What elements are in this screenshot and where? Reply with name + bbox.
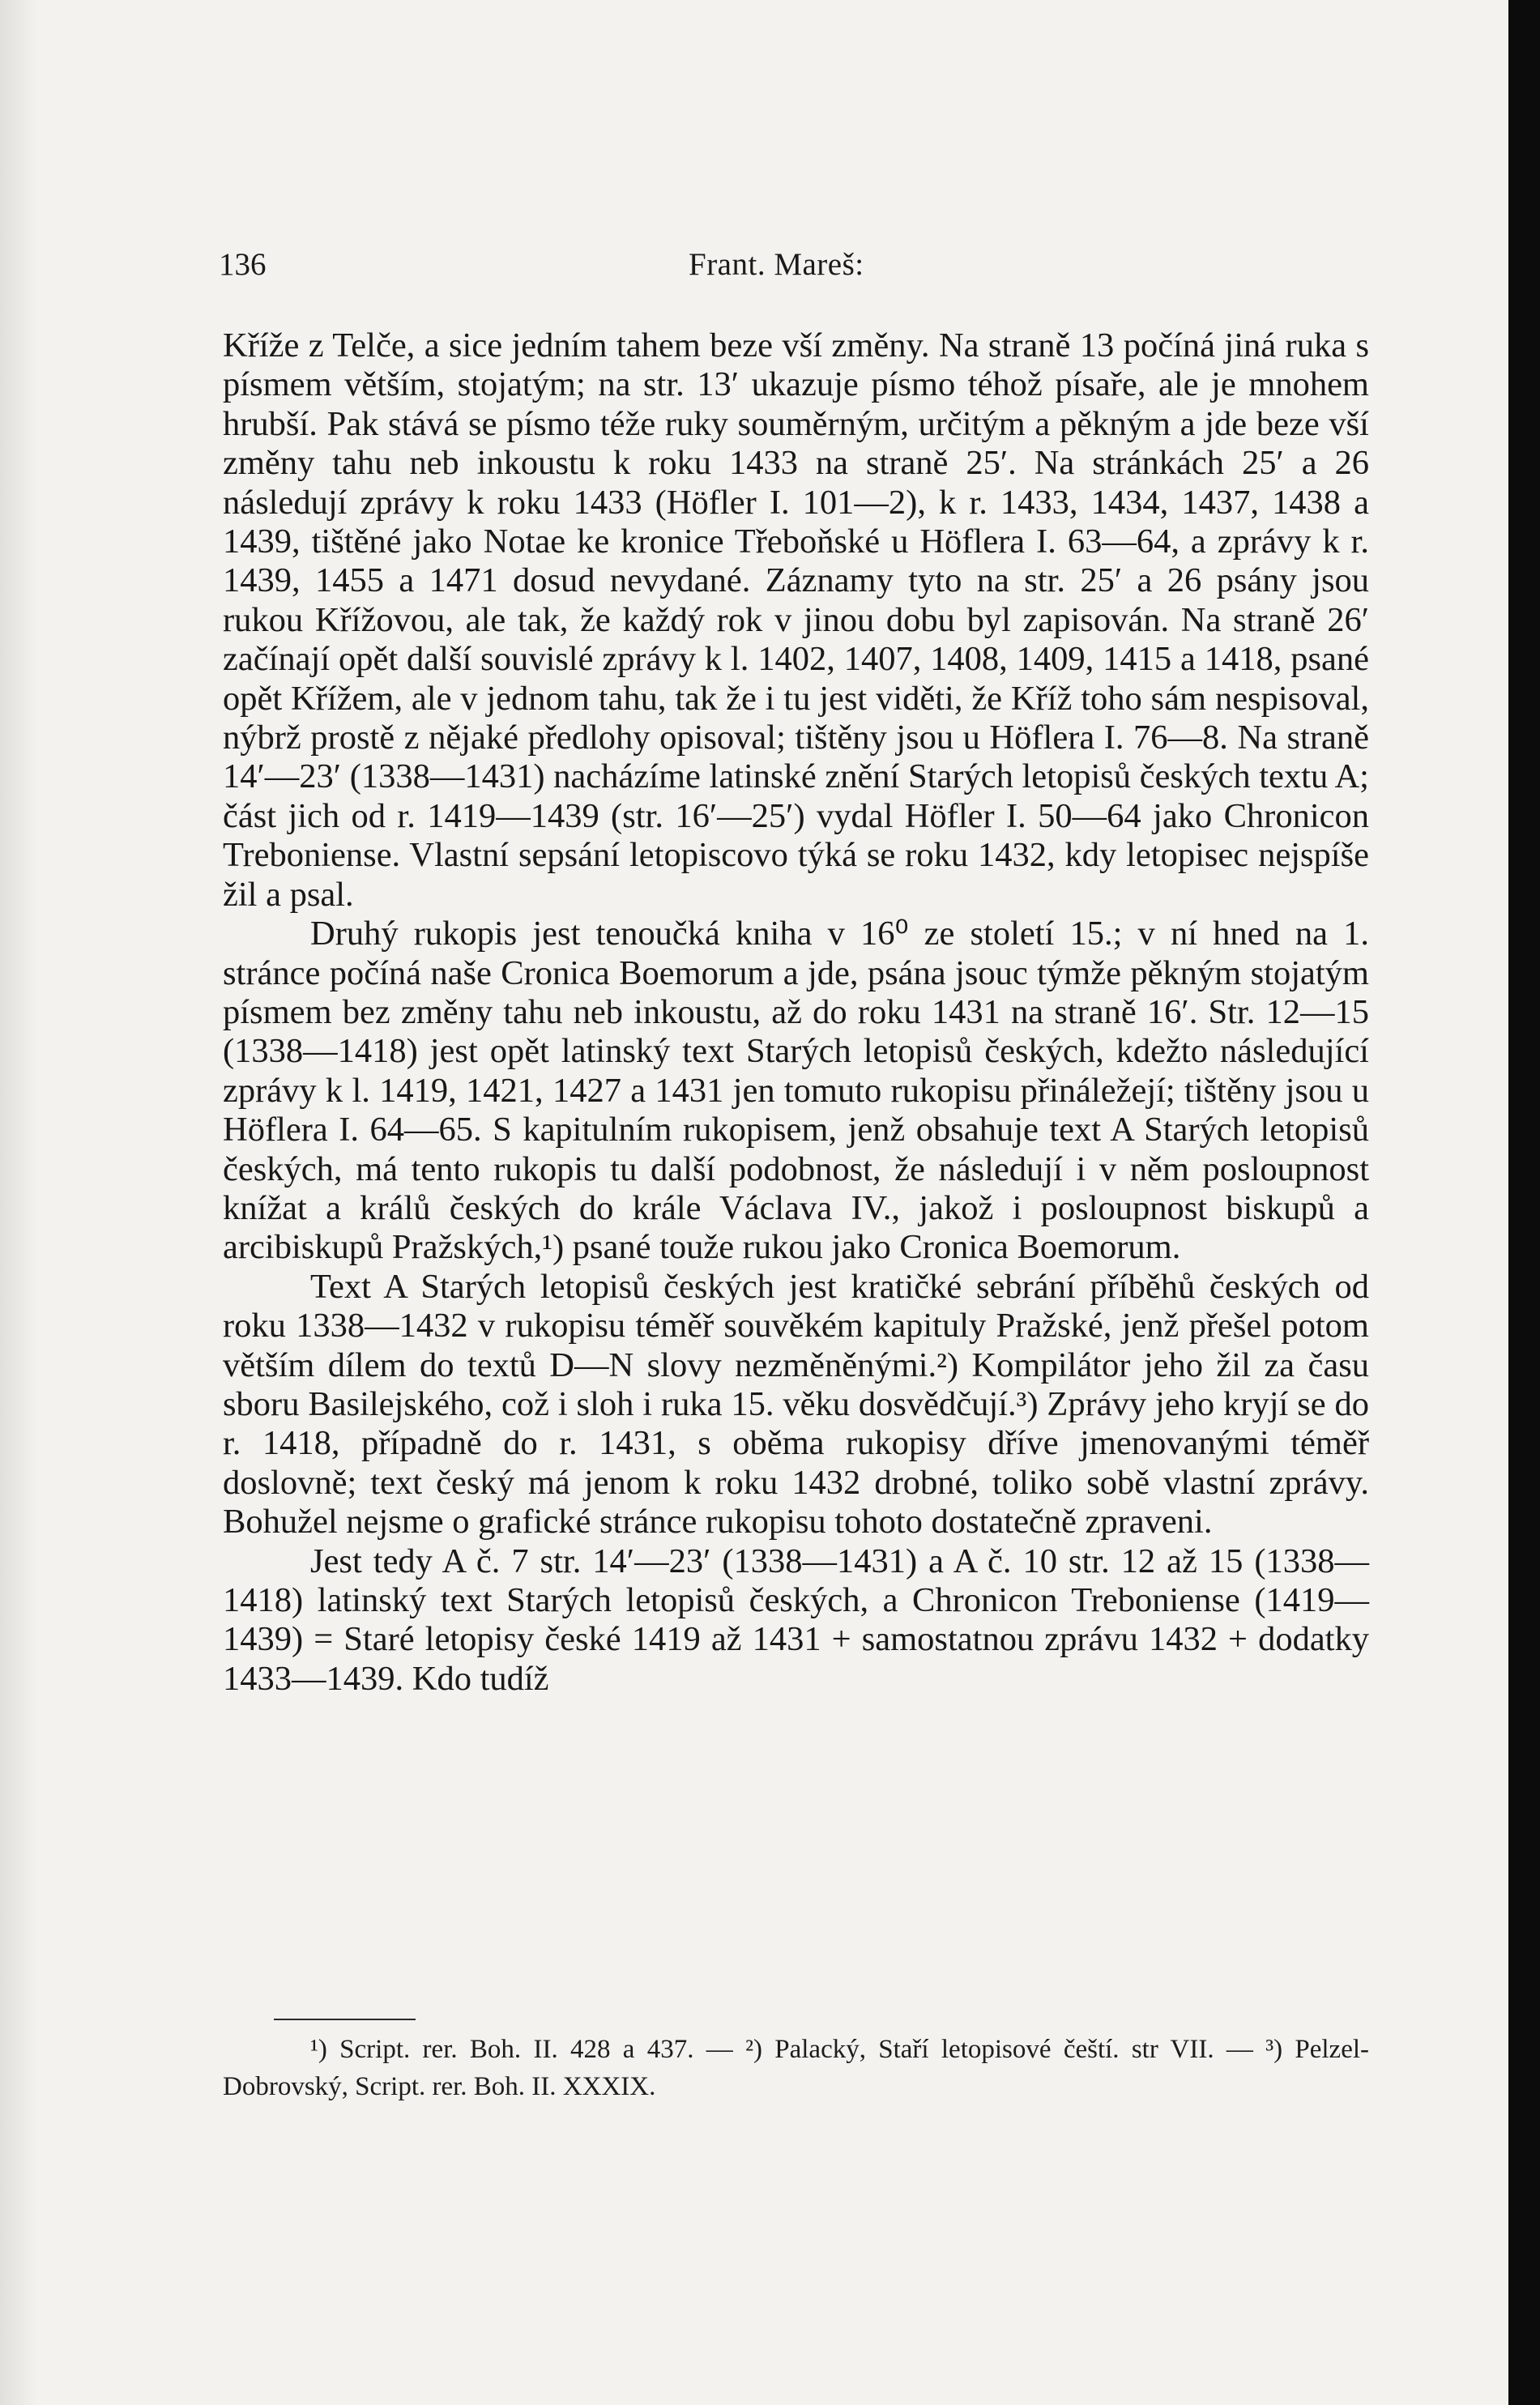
paragraph-4: Jest tedy A č. 7 str. 14′—23′ (1338—1431) a A č. 10 str. 12 až 15 (1338—1418) latinský text Starých letopisů českých, a Chronicon Treboniense (1419—1439) = Staré letopisy české 1419 až 1431 + samostatnou zprávu 1432 + dodatky 1433—1439. Kdo tudíž [223,1542,1369,1698]
paragraph-3: Text A Starých letopisů českých jest kratičké sebrání příběhů českých od roku 1338—1432 v rukopisu téměř souvěkém kapituly Pražské, jenž přešel potom větším dílem do textů D—N slovy nezměněnými.²) Kompilátor jeho žil za času sboru Basilejského, což i sloh i ruka 15. věku dosvědčují.³) Zprávy jeho kryjí se do r. 1418, případně do r. 1431, s oběma rukopisy dříve jmenovanými téměř doslovně; text český má jenom k roku 1432 drobné, toliko sobě vlastní zprávy. Bohužel nejsme o grafické stránce rukopisu tohoto dostatečně zpraveni. [223,1267,1369,1542]
running-head: Frant. Mareš: [689,247,864,282]
footnote-rule [274,2019,416,2020]
footnotes [223,2031,1369,2105]
page-edge-shadow [0,0,37,2405]
footnote-text: ¹) Script. rer. Boh. II. 428 a 437. — ²) Palacký, Staří letopisové čeští. str VII. — ³) Pelzel-Dobrovský, Script. rer. Boh. II. XXXIX. [223,2035,1369,2101]
paragraph-2: Druhý rukopis jest tenoučká kniha v 16⁰ ze století 15.; v ní hned na 1. stránce počíná naše Cronica Boemorum a jde, psána jsouc týmže pěkným stojatým písmem bez změny tahu neb inkoustu, až do roku 1431 na straně 16′. Str. 12—15 (1338—1418) jest opět latinský text Starých letopisů českých, kdežto následující zprávy k l. 1419, 1421, 1427 a 1431 jen tomuto rukopisu přináležejí; tištěny jsou u Höflera I. 64—65. S kapitulním rukopisem, jenž obsahuje text A Starých letopisů českých, má tento rukopis tu další podobnost, že následují i v něm posloupnost knížat a králů českých do krále Václava IV., jakož i posloupnost biskupů a arcibiskupů Pražských,¹) psané touže rukou jako Cronica Boemorum. [223,915,1369,1267]
body-text [223,326,1369,1699]
page-number: 136 [219,247,267,282]
paragraph-1: Kříže z Telče, a sice jedním tahem beze vší změny. Na straně 13 počíná jiná ruka s písmem větším, stojatým; na str. 13′ ukazuje písmo téhož písaře, ale je mnohem hrubší. Pak stává se písmo téže ruky souměrným, určitým a pěkným a jde beze vší změny tahu neb inkoustu k roku 1433 na straně 25′. Na stránkách 25′ a 26 následují zprávy k roku 1433 (Höfler I. 101—2), k r. 1433, 1434, 1437, 1438 a 1439, tištěné jako Notae ke kronice Třeboňské u Höflera I. 63—64, a zprávy k r. 1439, 1455 a 1471 dosud nevydané. Záznamy tyto na str. 25′ a 26 psány jsou rukou Křížovou, ale tak, že každý rok v jinou dobu byl zapisován. Na straně 26′ začínají opět další souvislé zprávy k l. 1402, 1407, 1408, 1409, 1415 a 1418, psané opět Křížem, ale v jednom tahu, tak že i tu jest viděti, že Kříž toho sám nespisoval, nýbrž prostě z nějaké předlohy opisoval; tištěny jsou u Höflera I. 76—8. Na straně 14′—23′ (1338—1431) nacházíme latinské znění Starých letopisů českých textu A; část jich od r. 1419—1439 (str. 16′—25′) vydal Höfler I. 50—64 jako Chronicon Treboniense. Vlastní sepsání letopiscovo týká se roku 1432, kdy letopisec nejspíše žil a psal. [223,326,1369,914]
page-header [219,240,1369,292]
